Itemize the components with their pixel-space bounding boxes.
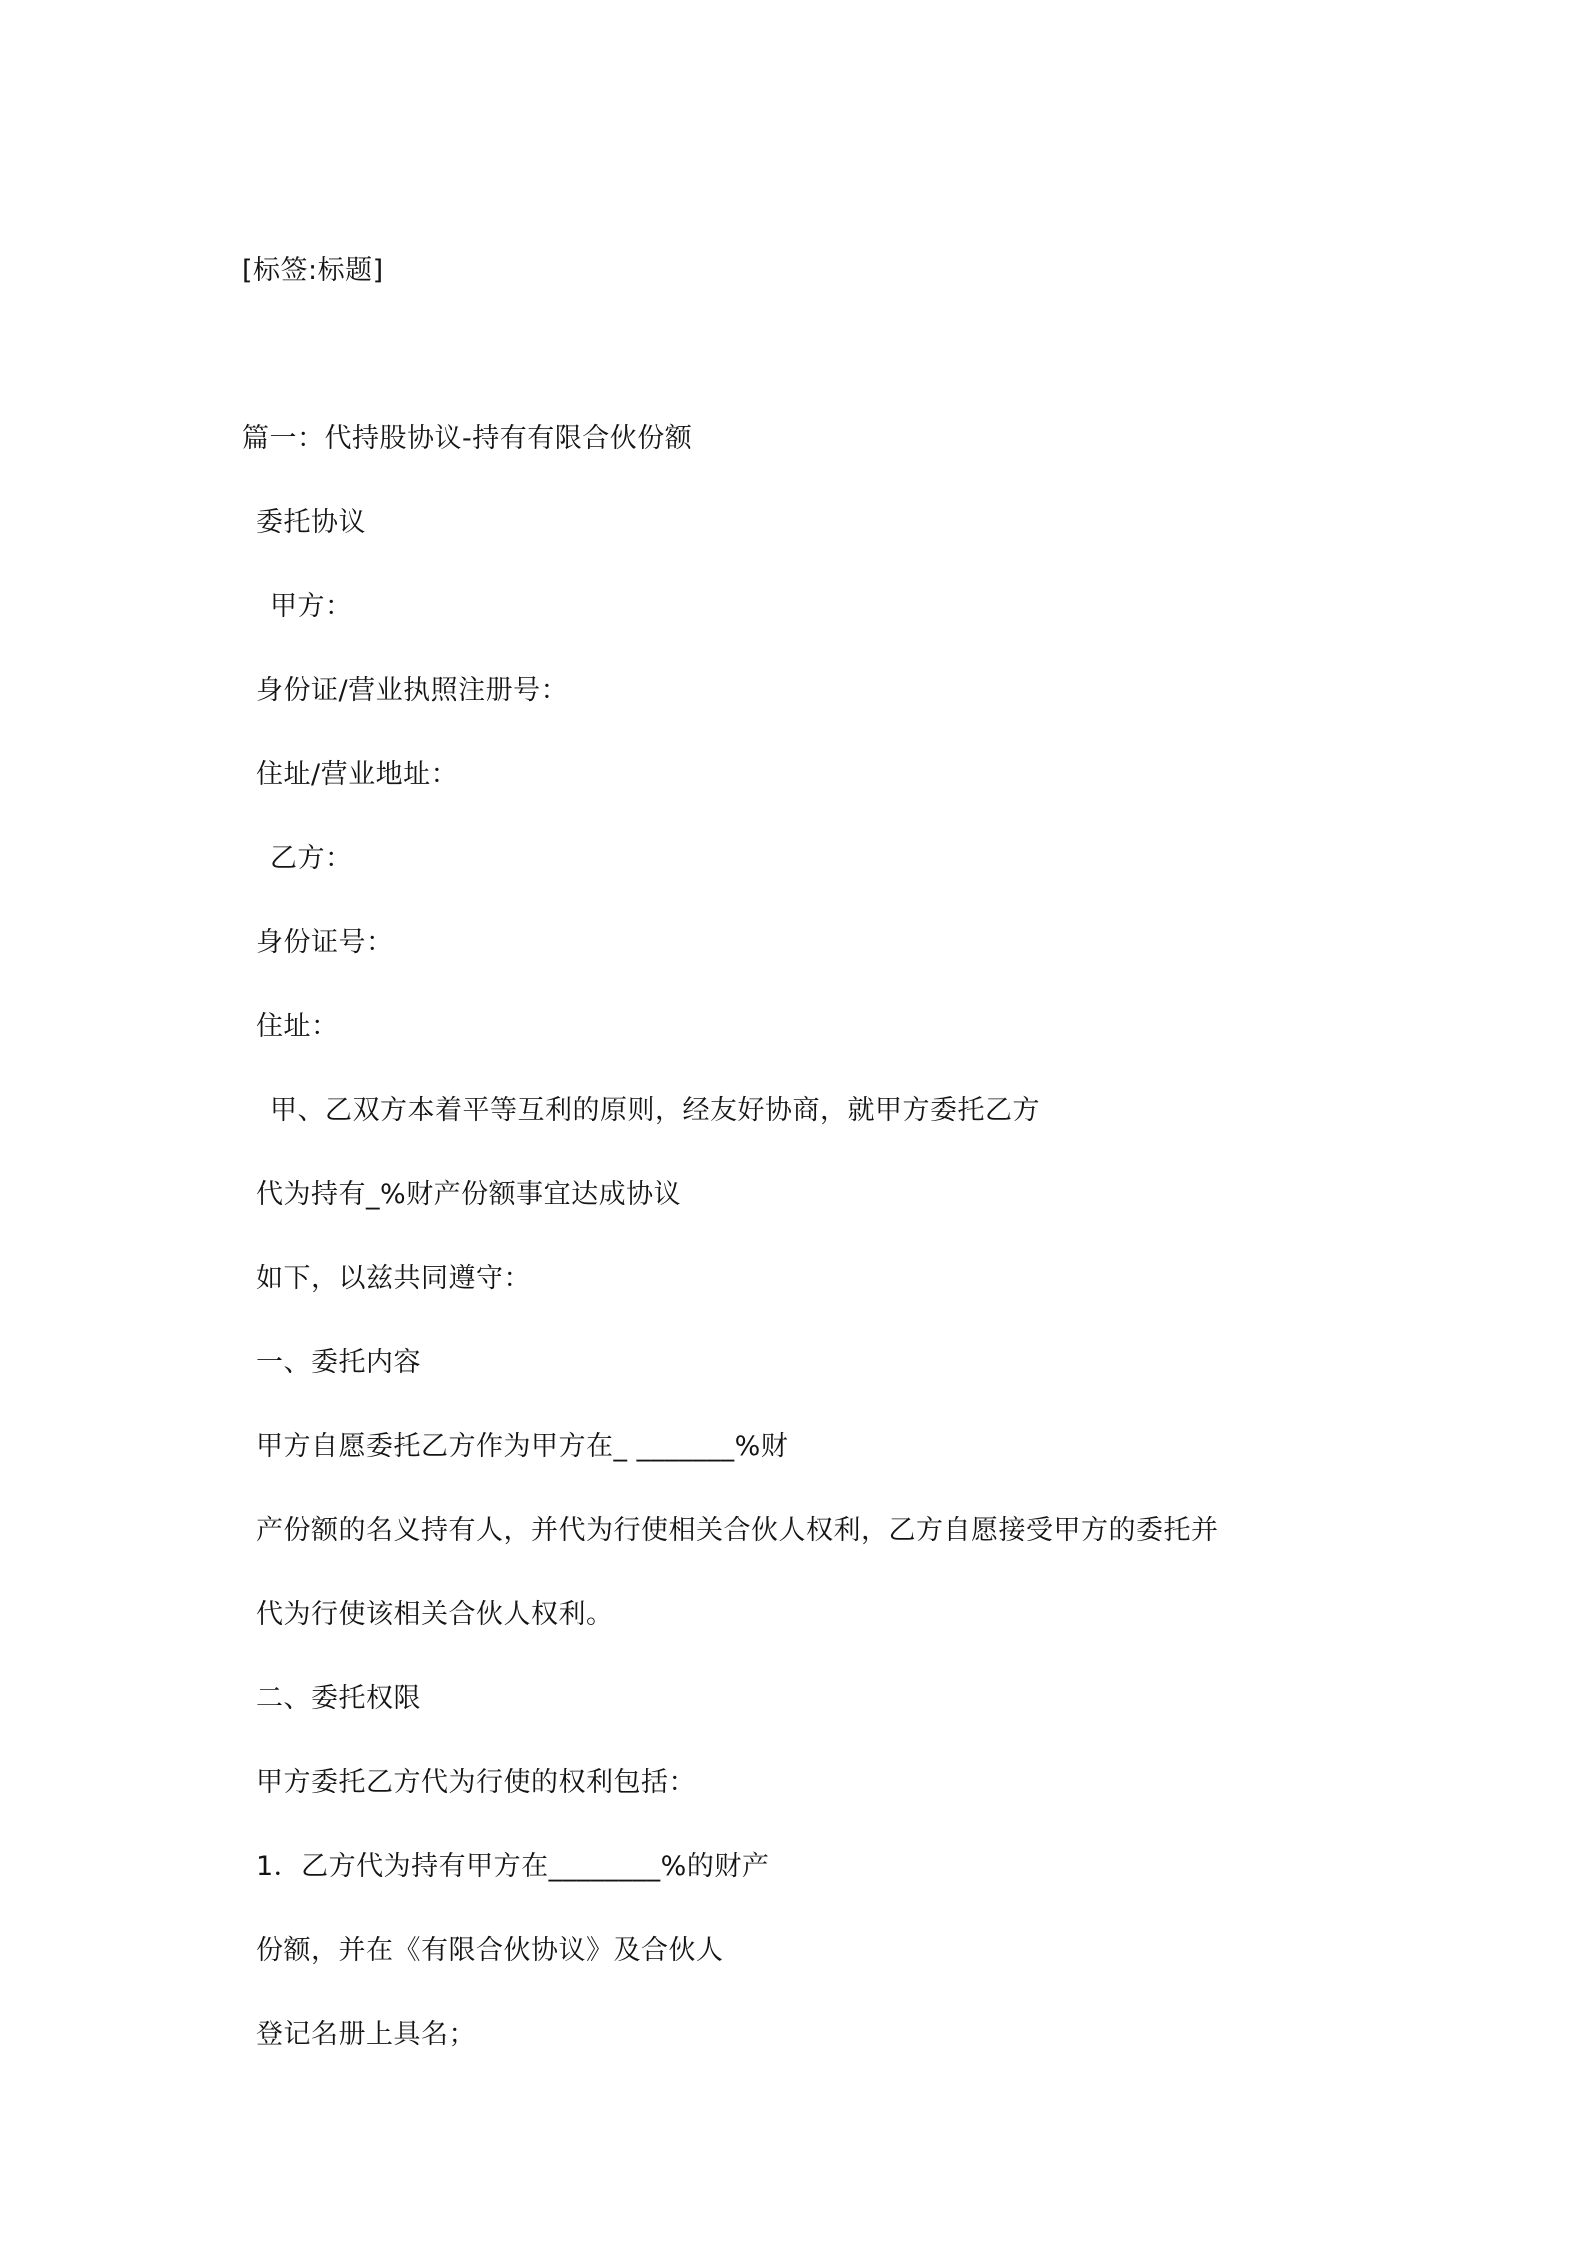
party-b-id-label: 身份证号： (256, 927, 394, 958)
item-1-line-1: 1．乙方代为持有甲方在________%的财产 (256, 1851, 770, 1882)
item-1-line-3: 登记名册上具名； (256, 2019, 476, 2050)
section-2-heading: 二、委托权限 (256, 1683, 421, 1714)
party-a-label: 甲方： (270, 591, 353, 622)
party-b-address-label: 住址： (256, 1011, 339, 1042)
preamble-line-1: 甲、乙双方本着平等互利的原则，经友好协商，就甲方委托乙方 (270, 1095, 1040, 1126)
item-1-line-2: 份额，并在《有限合伙协议》及合伙人 (256, 1935, 724, 1966)
party-a-address-label: 住址/营业地址： (256, 759, 459, 790)
preamble-line-2: 代为持有_%财产份额事宜达成协议 (256, 1179, 682, 1210)
preamble-line-3: 如下，以兹共同遵守： (256, 1263, 531, 1294)
agreement-title: 委托协议 (256, 507, 366, 538)
party-b-label: 乙方： (270, 843, 353, 874)
section-2-intro: 甲方委托乙方代为行使的权利包括： (256, 1767, 696, 1798)
party-a-id-label: 身份证/营业执照注册号： (256, 675, 569, 706)
section-1-heading: 一、委托内容 (256, 1347, 421, 1378)
section-1-line-3: 代为行使该相关合伙人权利。 (256, 1599, 614, 1630)
section-1-line-2: 产份额的名义持有人，并代为行使相关合伙人权利，乙方自愿接受甲方的委托并 (256, 1515, 1219, 1546)
chapter-title: 篇一：代持股协议-持有有限合伙份额 (242, 423, 693, 454)
section-1-line-1: 甲方自愿委托乙方作为甲方在_ _______%财 (256, 1431, 789, 1462)
tag-title: [标签:标题] (242, 255, 384, 286)
